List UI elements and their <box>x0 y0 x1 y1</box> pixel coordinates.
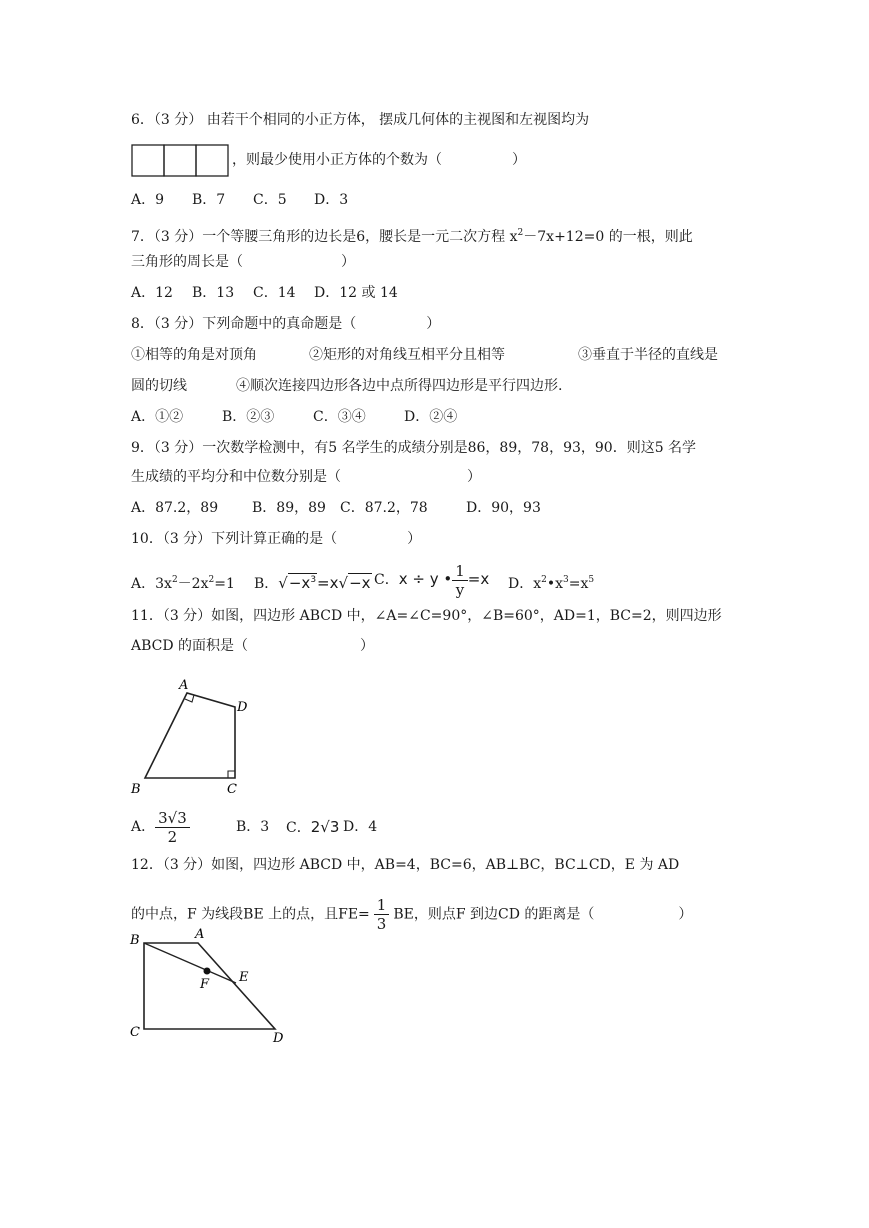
q11-label-d: D <box>237 700 248 715</box>
q9-option-b: B．89，89 <box>252 500 326 516</box>
q8-statement-3-cont: 圆的切线 <box>131 378 187 394</box>
q11-option-a: A． $\frac{3√3}{2}$ <box>131 806 190 848</box>
q8-stem: 8．（3 分）下列命题中的真命题是（ ） <box>131 316 441 332</box>
q7-option-c: C．14 <box>253 285 296 301</box>
q7-stem: 7．（3 分）一个等腰三角形的边长是6，腰长是一元二次方程 $x^2-7x+12=0$ 的一根，则此 <box>131 228 693 245</box>
q8-statement-3: ③垂直于半径的直线是 <box>578 347 718 363</box>
q11-option-b: B．3 <box>236 819 270 835</box>
q12-stem: 12．（3 分）如图，四边形 ABCD 中，AB=4，BC=6，AB⊥BC，BC⊥CD，E 为 AD <box>131 857 680 873</box>
q11-label-b: B <box>131 782 141 797</box>
q12-stem2: 的中点，F 为线段BE 上的点，且FE= $\frac{1}{3}$ BE，则点F 到边CD 的距离是（ ） <box>131 896 693 933</box>
q10-stem: 10．（3 分）下列计算正确的是（ ） <box>131 531 422 547</box>
q12-label-a: A <box>195 927 205 942</box>
q8-option-d: D．②④ <box>404 409 458 425</box>
q10-option-a: A．$3x^2-2x^2=1$ <box>131 575 235 592</box>
q12-label-c: C <box>130 1025 140 1040</box>
q9-option-a: A．87.2，89 <box>131 500 219 516</box>
q10-option-c: C．x ÷ y • $\frac{1}{y}$ =x <box>374 561 490 599</box>
q11-label-a: A <box>179 678 189 693</box>
q12-label-d: D <box>273 1031 284 1044</box>
q7-option-b: B．13 <box>192 285 235 301</box>
q8-option-a: A．①② <box>131 409 184 425</box>
q11-label-c: C <box>227 782 237 797</box>
q6-option-a: A．9 <box>131 192 165 208</box>
q11-stem2: ABCD 的面积是（ ） <box>131 638 375 654</box>
q9-option-d: D．90，93 <box>466 500 541 516</box>
q12-label-b: B <box>130 933 140 948</box>
q7-stem2: 三角形的周长是（ ） <box>131 254 355 270</box>
q7-option-d: D．12 或 14 <box>314 285 398 301</box>
q11-option-c: C．2√3 <box>286 818 340 836</box>
q8-statement-4: ④顺次连接四边形各边中点所得四边形是平行四边形. <box>236 378 563 394</box>
q6-option-b: B．7 <box>192 192 226 208</box>
q11-option-d: D．4 <box>343 819 378 835</box>
q12-label-e: E <box>239 970 249 985</box>
q11-quadrilateral-figure <box>125 672 255 802</box>
q12-label-f: F <box>200 977 210 992</box>
q12-trapezoid-figure <box>125 926 295 1044</box>
q6-option-d: D．3 <box>314 192 349 208</box>
q10-option-d: D．$x^2•x^3=x^5$ <box>508 575 595 592</box>
q9-stem2: 生成绩的平均分和中位数分别是（ ） <box>131 469 481 485</box>
q8-statement-1: ①相等的角是对顶角 <box>131 347 257 363</box>
q10-option-b: B．$√-x^3=x√-x$ <box>254 574 371 592</box>
q11-stem: 11．（3 分）如图，四边形 ABCD 中，∠A=∠C=90°，∠B=60°，AD=1，BC=2，则四边形 <box>131 608 722 624</box>
q9-stem: 9．（3 分）一次数学检测中，有5 名学生的成绩分别是86，89，78，93，90．则这5 名学 <box>131 440 697 456</box>
q6-three-squares-figure <box>131 144 231 178</box>
q6-stem: 6．（3 分） 由若干个相同的小正方体， 摆成几何体的主视图和左视图均为 <box>131 112 590 128</box>
q8-option-c: C．③④ <box>313 409 366 425</box>
q9-option-c: C．87.2，78 <box>340 500 428 516</box>
q6-stem2: ，则最少使用小正方体的个数为（ ） <box>232 152 526 168</box>
q8-option-b: B．②③ <box>222 409 275 425</box>
q8-statement-2: ②矩形的对角线互相平分且相等 <box>309 347 505 363</box>
q7-option-a: A．12 <box>131 285 173 301</box>
q6-option-c: C．5 <box>253 192 287 208</box>
